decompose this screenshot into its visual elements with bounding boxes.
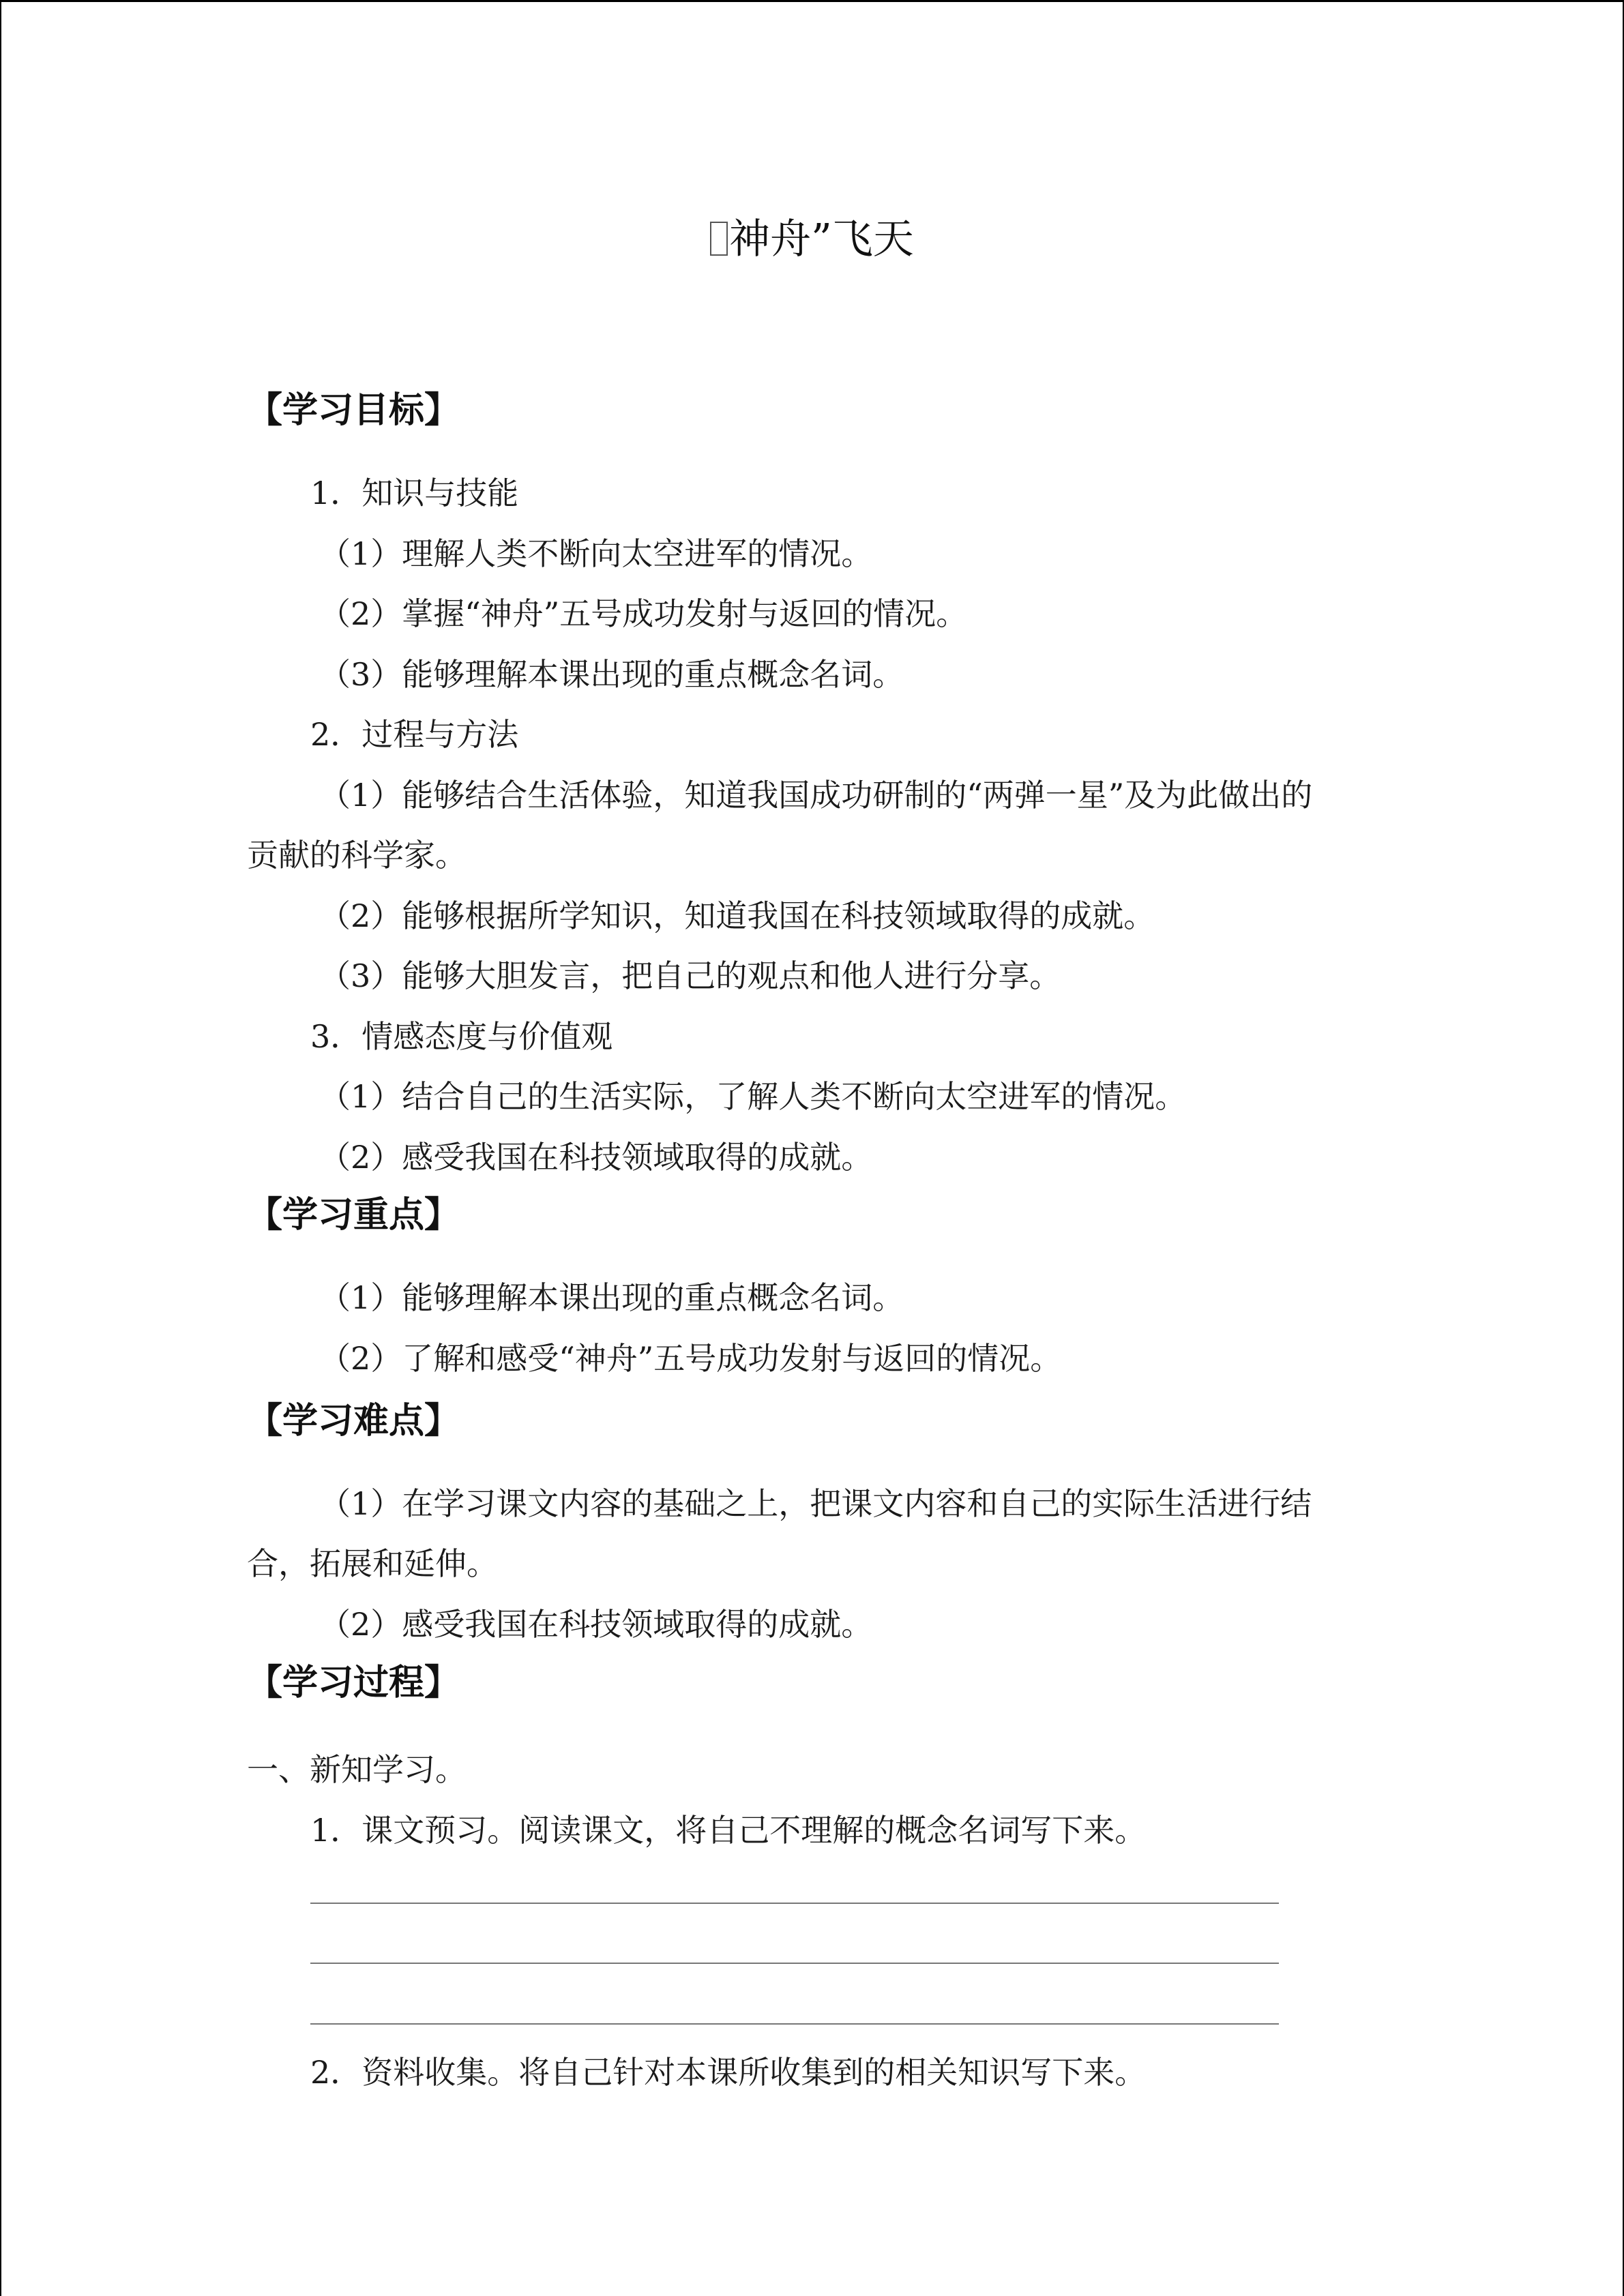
difficulty-line: （2）感受我国在科技领域取得的成就。: [319, 1606, 873, 1643]
answer-line[interactable]: [310, 2023, 1279, 2025]
objective-line: （2）感受我国在科技领域取得的成就。: [319, 1139, 873, 1176]
objective-line: 2．过程与方法: [310, 716, 519, 753]
objective-line: （3）能够大胆发言，把自己的观点和他人进行分享。: [319, 957, 1061, 994]
process-line: 一、新知学习。: [247, 1751, 467, 1788]
answer-line[interactable]: [310, 1963, 1279, 1964]
difficulty-line: 合，拓展和延伸。: [247, 1545, 498, 1582]
section-heading-process: 【学习过程】: [247, 1663, 460, 1703]
objective-line: （2）掌握“神舟”五号成功发射与返回的情况。: [319, 595, 968, 632]
difficulty-line: （1）在学习课文内容的基础之上，把课文内容和自己的实际生活进行结: [319, 1485, 1312, 1522]
answer-line[interactable]: [310, 1903, 1279, 1904]
section-heading-objectives: 【学习目标】: [247, 390, 460, 431]
missing-glyph-box: [710, 222, 728, 256]
process-line: 2．资料收集。将自己针对本课所收集到的相关知识写下来。: [310, 2054, 1147, 2091]
page-title-text: 神舟”飞天: [729, 215, 914, 263]
objective-line: （3）能够理解本课出现的重点概念名词。: [319, 656, 904, 693]
key-point-line: （2）了解和感受“神舟”五号成功发射与返回的情况。: [319, 1340, 1062, 1377]
objective-line: 1．知识与技能: [310, 475, 519, 511]
objective-line: （1）理解人类不断向太空进军的情况。: [319, 535, 873, 572]
objective-line: 3．情感态度与价值观: [310, 1018, 613, 1055]
objective-line: （1）结合自己的生活实际，了解人类不断向太空进军的情况。: [319, 1078, 1187, 1115]
objective-line: 贡献的科学家。: [247, 837, 467, 874]
objective-line: （1）能够结合生活体验，知道我国成功研制的“两弹一星”及为此做出的: [319, 777, 1313, 814]
key-point-line: （1）能够理解本课出现的重点概念名词。: [319, 1279, 904, 1316]
section-heading-key-points: 【学习重点】: [247, 1195, 460, 1236]
process-line: 1．课文预习。阅读课文，将自己不理解的概念名词写下来。: [310, 1812, 1147, 1849]
section-heading-difficulties: 【学习难点】: [247, 1401, 460, 1442]
objective-line: （2）能够根据所学知识，知道我国在科技领域取得的成就。: [319, 897, 1155, 934]
page-title: [1, 212, 1623, 267]
